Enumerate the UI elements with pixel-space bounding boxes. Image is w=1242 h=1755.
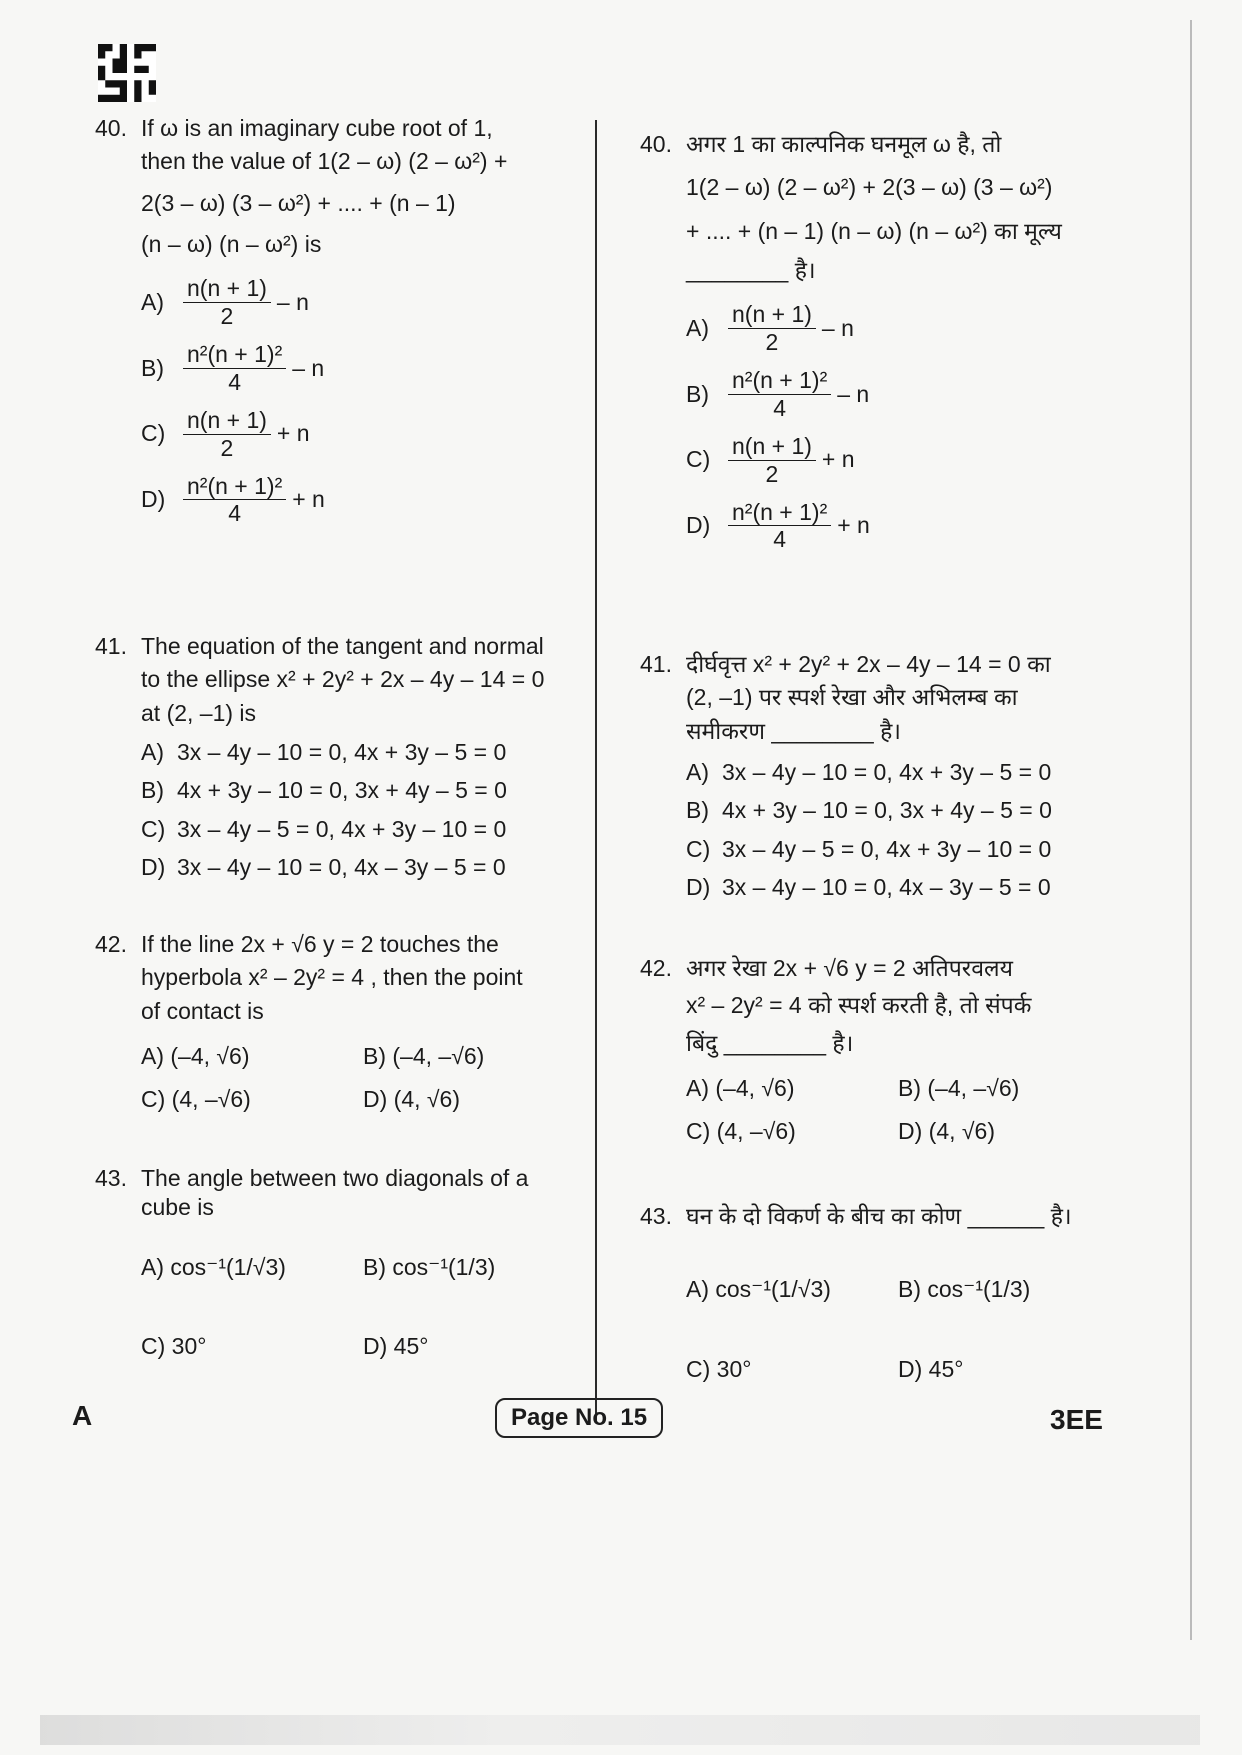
option-label: C): [141, 420, 166, 447]
question-42: [95, 928, 585, 1117]
option-d: [363, 1083, 585, 1116]
option-text: 4x + 3y – 10 = 0, 3x + 4y – 5 = 0: [177, 777, 507, 804]
option-label: C): [141, 1086, 166, 1113]
option-label: D): [898, 1355, 923, 1382]
option-text: (–4, –√6): [927, 1075, 1020, 1102]
scan-smudge: [40, 1715, 1200, 1745]
text-line: अगर 1 का काल्पनिक घनमूल ω है, तो: [686, 131, 1002, 157]
option-a: [686, 301, 1110, 355]
options-grid: [686, 1273, 1110, 1386]
option-label: C): [686, 1355, 711, 1382]
option-tail: – n: [276, 288, 309, 315]
question-42: [640, 952, 1110, 1149]
option-label: A): [141, 739, 164, 766]
option-text: (4, √6): [393, 1086, 460, 1113]
question-text: [141, 928, 585, 1028]
option-b: [363, 1251, 585, 1284]
option-a: [686, 756, 1110, 789]
question-number: 43.: [640, 1203, 672, 1229]
option-label: A): [141, 288, 164, 315]
question-number: 42.: [640, 955, 672, 981]
option-label: B): [363, 1253, 386, 1280]
option-tail: + n: [821, 446, 855, 473]
options-grid: [141, 1251, 585, 1364]
text-line: hyperbola x² – 2y² = 4 , then the point: [141, 964, 523, 991]
option-label: C): [141, 1332, 166, 1359]
options-grid: [141, 1040, 585, 1117]
denominator: 4: [773, 526, 787, 553]
text-line: x² – 2y² = 4 को स्पर्श करती है, तो संपर्क: [686, 992, 1032, 1019]
option-label: A): [141, 1253, 164, 1280]
option-c: [141, 1330, 363, 1363]
question-text: [141, 1162, 585, 1221]
option-c: [686, 1353, 898, 1386]
column-divider: [595, 120, 597, 1420]
option-tail: + n: [276, 420, 310, 447]
text-line: then the value of 1(2 – ω) (2 – ω²) +: [141, 148, 508, 175]
option-b: [363, 1040, 585, 1073]
option-label: B): [141, 777, 164, 804]
option-text: cos⁻¹(1/3): [392, 1253, 496, 1280]
option-d: [898, 1353, 1110, 1386]
option-label: A): [141, 1043, 164, 1070]
option-c: [686, 1115, 898, 1148]
text-line: (n – ω) (n – ω²) is: [141, 231, 322, 258]
option-text: (–4, √6): [170, 1043, 250, 1070]
option-text: (4, –√6): [171, 1086, 251, 1113]
option-b: [686, 794, 1110, 827]
option-label: B): [363, 1043, 386, 1070]
option-label: D): [141, 486, 166, 513]
option-label: C): [686, 1118, 711, 1145]
question-text: [686, 1200, 1110, 1233]
numerator: n(n + 1): [728, 433, 816, 460]
text-line: + .... + (n – 1) (n – ω) (n – ω²) का मूल्य: [686, 217, 1062, 244]
option-c: [141, 813, 585, 846]
numerator: n²(n + 1)²: [183, 473, 286, 500]
denominator: 4: [773, 394, 787, 421]
option-label: D): [363, 1332, 388, 1359]
option-tail: – n: [821, 314, 854, 341]
question-40: [95, 112, 585, 527]
option-tail: – n: [837, 380, 870, 407]
question-40: [640, 128, 1110, 553]
text-line: of contact is: [141, 997, 264, 1024]
option-d: [141, 473, 585, 527]
option-label: A): [686, 1075, 709, 1102]
text-line: The angle between two diagonals of a: [141, 1165, 529, 1191]
question-number: 41.: [95, 633, 127, 659]
question-text: [686, 952, 1110, 1060]
numerator: n²(n + 1)²: [728, 367, 831, 394]
denominator: 2: [220, 302, 234, 329]
option-label: B): [141, 354, 164, 381]
option-d: [898, 1115, 1110, 1148]
option-b: [141, 774, 585, 807]
numerator: n(n + 1): [183, 275, 271, 302]
question-number: 40.: [95, 115, 127, 141]
option-c: [686, 433, 1110, 487]
option-text: cos⁻¹(1/√3): [715, 1276, 831, 1303]
option-c: [141, 407, 585, 461]
option-text: (4, –√6): [716, 1118, 796, 1145]
option-label: C): [686, 835, 711, 862]
page-edge: [1190, 20, 1192, 1640]
option-b: [898, 1273, 1110, 1306]
option-a: [686, 1072, 898, 1105]
text-line: at (2, –1) is: [141, 699, 257, 726]
question-41: [640, 648, 1110, 904]
text-line: (2, –1) पर स्पर्श रेखा और अभिलम्ब का: [686, 684, 1018, 711]
option-label: C): [686, 446, 711, 473]
option-b: [141, 341, 585, 395]
option-text: cos⁻¹(1/√3): [170, 1253, 286, 1280]
text-line: 1(2 – ω) (2 – ω²) + 2(3 – ω) (3 – ω²): [686, 174, 1053, 201]
question-number: 42.: [95, 931, 127, 957]
question-text: [141, 112, 585, 261]
option-label: B): [686, 380, 709, 407]
text-line: The equation of the tangent and normal: [141, 633, 544, 659]
option-text: 3x – 4y – 10 = 0, 4x – 3y – 5 = 0: [722, 874, 1051, 901]
option-text: 4x + 3y – 10 = 0, 3x + 4y – 5 = 0: [722, 797, 1052, 824]
denominator: 2: [765, 460, 779, 487]
paper-code: 3EE: [1050, 1404, 1103, 1435]
option-text: (4, √6): [928, 1118, 995, 1145]
question-number: 43.: [95, 1165, 127, 1191]
option-text: (–4, √6): [715, 1075, 795, 1102]
option-text: 30°: [171, 1332, 207, 1359]
option-label: B): [898, 1276, 921, 1303]
question-43: [640, 1200, 1110, 1386]
options-grid: [686, 1072, 1110, 1149]
option-text: 30°: [716, 1355, 752, 1382]
option-d: [363, 1330, 585, 1363]
option-label: D): [686, 874, 711, 901]
option-d: [141, 851, 585, 884]
numerator: n²(n + 1)²: [183, 341, 286, 368]
option-label: D): [363, 1086, 388, 1113]
option-label: D): [686, 512, 711, 539]
denominator: 2: [765, 328, 779, 355]
option-tail: – n: [292, 354, 325, 381]
option-d: [686, 871, 1110, 904]
denominator: 4: [228, 500, 242, 527]
text-line: cube is: [141, 1194, 214, 1221]
option-text: (–4, –√6): [392, 1043, 485, 1070]
set-label: A: [72, 1400, 93, 1431]
question-number: 40.: [640, 131, 672, 157]
option-a: [686, 1273, 898, 1306]
denominator: 4: [228, 368, 242, 395]
option-text: 3x – 4y – 10 = 0, 4x + 3y – 5 = 0: [722, 759, 1052, 786]
option-text: 45°: [928, 1355, 964, 1382]
option-a: [141, 736, 585, 769]
option-label: D): [141, 854, 166, 881]
text-line: समीकरण ________ है।: [686, 717, 902, 744]
option-label: A): [686, 314, 709, 341]
text-line: बिंदु ________ है।: [686, 1029, 854, 1056]
question-41: [95, 630, 585, 884]
question-text: [686, 128, 1110, 287]
option-a: [141, 1040, 363, 1073]
option-label: B): [898, 1075, 921, 1102]
qr-code-icon: [98, 44, 156, 102]
option-a: [141, 275, 585, 329]
option-text: 3x – 4y – 10 = 0, 4x + 3y – 5 = 0: [177, 739, 507, 766]
text-line: ________ है।: [686, 257, 816, 284]
text-line: If ω is an imaginary cube root of 1,: [141, 115, 493, 141]
option-b: [686, 367, 1110, 421]
text-line: घन के दो विकर्ण के बीच का कोण ______ है।: [686, 1203, 1072, 1229]
option-c: [141, 1083, 363, 1116]
page-number: Page No. 15: [495, 1398, 663, 1438]
option-text: 3x – 4y – 5 = 0, 4x + 3y – 10 = 0: [722, 835, 1052, 862]
numerator: n(n + 1): [728, 301, 816, 328]
option-c: [686, 833, 1110, 866]
question-number: 41.: [640, 651, 672, 677]
text-line: अगर रेखा 2x + √6 y = 2 अतिपरवलय: [686, 955, 1013, 981]
option-tail: + n: [292, 486, 325, 513]
text-line: 2(3 – ω) (3 – ω²) + .... + (n – 1): [141, 189, 456, 216]
option-label: B): [686, 797, 709, 824]
option-text: cos⁻¹(1/3): [927, 1276, 1031, 1303]
option-b: [898, 1072, 1110, 1105]
option-text: 45°: [393, 1332, 429, 1359]
question-text: [686, 648, 1110, 748]
option-label: C): [141, 815, 166, 842]
option-label: A): [686, 1276, 709, 1303]
option-label: D): [898, 1118, 923, 1145]
option-a: [141, 1251, 363, 1284]
numerator: n(n + 1): [183, 407, 271, 434]
option-d: [686, 499, 1110, 553]
question-text: [141, 630, 585, 730]
denominator: 2: [220, 434, 234, 461]
text-line: If the line 2x + √6 y = 2 touches the: [141, 931, 499, 957]
option-tail: + n: [837, 512, 870, 539]
question-43: [95, 1162, 585, 1363]
option-label: A): [686, 759, 709, 786]
text-line: दीर्घवृत्त x² + 2y² + 2x – 4y – 14 = 0 का: [686, 651, 1051, 677]
option-text: 3x – 4y – 10 = 0, 4x – 3y – 5 = 0: [177, 854, 506, 881]
numerator: n²(n + 1)²: [728, 499, 831, 526]
text-line: to the ellipse x² + 2y² + 2x – 4y – 14 = 0: [141, 666, 545, 693]
option-text: 3x – 4y – 5 = 0, 4x + 3y – 10 = 0: [177, 815, 507, 842]
